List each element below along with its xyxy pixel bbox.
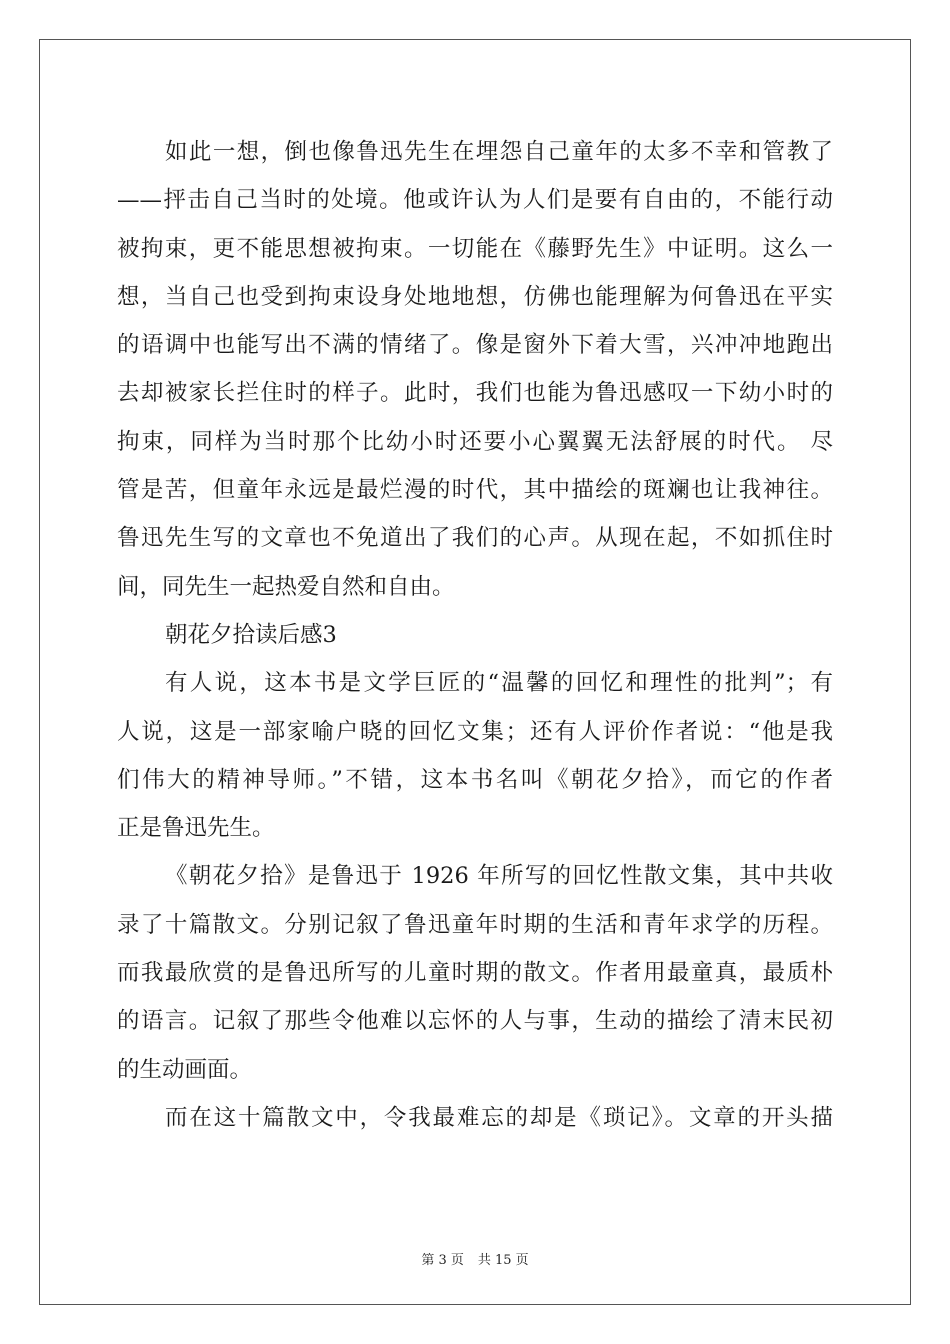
text-line: 如此一想，倒也像鲁迅先生在埋怨自己童年的太多不幸和管教了 bbox=[165, 139, 833, 165]
text-line: 人说，这是一部家喻户晓的回忆文集；还有人评价作者说：“他是我 bbox=[117, 718, 833, 745]
page-total: 共 15 页 bbox=[477, 1253, 529, 1268]
text-line: 鲁迅先生写的文章也不免道出了我们的心声。从现在起，不如抓住时 bbox=[117, 525, 833, 552]
text-line: 录了十篇散文。分别记叙了鲁迅童年时期的生活和青年求学的历程。 bbox=[117, 911, 833, 938]
text-line: 间，同先生一起热爱自然和自由。 bbox=[117, 573, 455, 600]
text-line: 的语调中也能写出不满的情绪了。像是窗外下着大雪，兴冲冲地跑出 bbox=[117, 332, 833, 359]
text-line: ——抨击自己当时的处境。他或许认为人们是要有自由的，不能行动 bbox=[117, 187, 833, 214]
text-line: 正是鲁迅先生。 bbox=[117, 815, 275, 842]
text-line: 朝花夕拾读后感3 bbox=[165, 621, 337, 648]
page-footer bbox=[0, 1249, 950, 1268]
document-body bbox=[117, 128, 833, 1142]
text-line: 的生动画面。 bbox=[117, 1056, 253, 1083]
text-line: 管是苦，但童年永远是最烂漫的时代，其中描绘的斑斓也让我神往。 bbox=[117, 477, 833, 504]
text-line: 有人说，这本书是文学巨匠的“温馨的回忆和理性的批判”；有 bbox=[165, 670, 833, 697]
text-line: 而我最欣赏的是鲁迅所写的儿童时期的散文。作者用最童真，最质朴 bbox=[117, 960, 833, 987]
text-line: 《朝花夕拾》是鲁迅于 1926 年所写的回忆性散文集，其中共收 bbox=[165, 863, 833, 890]
text-line: 的语言。记叙了那些令他难以忘怀的人与事，生动的描绘了清末民初 bbox=[117, 1008, 833, 1035]
text-line: 拘束，同样为当时那个比幼小时还要小心翼翼无法舒展的时代。 尽 bbox=[117, 428, 833, 455]
page-number: 第 3 页 bbox=[421, 1253, 464, 1268]
text-line: 被拘束，更不能思想被拘束。一切能在《藤野先生》中证明。这么一 bbox=[117, 235, 833, 262]
text-line: 而在这十篇散文中，令我最难忘的却是《琐记》。文章的开头描 bbox=[165, 1104, 833, 1131]
text-line: 想，当自己也受到拘束设身处地地想，仿佛也能理解为何鲁迅在平实 bbox=[117, 283, 833, 310]
text-line: 们伟大的精神导师。”不错，这本书名叫《朝花夕拾》，而它的作者 bbox=[117, 766, 833, 793]
text-line: 去却被家长拦住时的样子。此时，我们也能为鲁迅感叹一下幼小时的 bbox=[117, 380, 833, 407]
